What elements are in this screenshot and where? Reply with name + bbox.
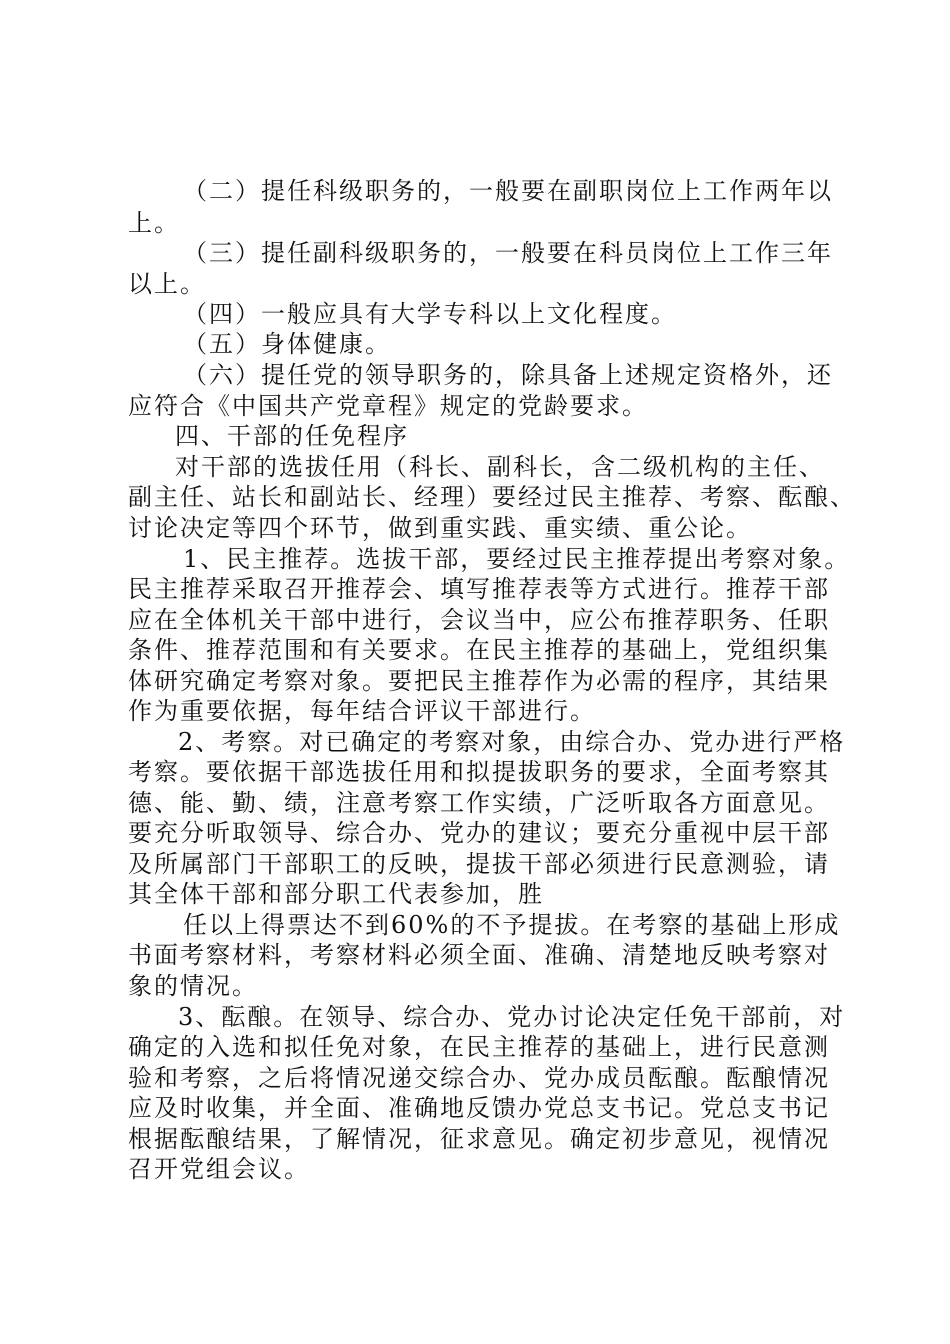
text-line: 上。 [128, 209, 180, 237]
text-line: 应及时收集，并全面、准确地反馈办党总支书记。党总支书记 [128, 1094, 830, 1122]
text-line: 象的情况。 [128, 972, 258, 1000]
text-line: 德、能、勤、绩，注意考察工作实绩，广泛听取各方面意见。 [128, 789, 830, 817]
text-line: 对干部的选拔任用（科长、副科长，含二级机构的主任、 [175, 453, 825, 481]
text-line: 2、考察。对已确定的考察对象，由综合办、党办进行严格 [178, 728, 846, 756]
text-line: 考察。要依据干部选拔任用和拟提拔职务的要求，全面考察其 [128, 758, 830, 786]
text-line: 讨论决定等四个环节，做到重实践、重实绩、重公论。 [128, 514, 752, 542]
text-line: 书面考察材料，考察材料必须全面、准确、清楚地反映考察对 [128, 941, 830, 969]
text-line: 其全体干部和部分职工代表参加，胜 [128, 880, 544, 908]
text-line: 应在全体机关干部中进行，会议当中，应公布推荐职务、任职 [128, 606, 830, 634]
text-line: 根据酝酿结果，了解情况，征求意见。确定初步意见，视情况 [128, 1125, 830, 1153]
text-line: （五）身体健康。 [183, 330, 391, 358]
text-line: 及所属部门干部职工的反映，提拔干部必须进行民意测验，请 [128, 850, 830, 878]
text-line: 3、酝酿。在领导、综合办、党办讨论决定任免干部前，对 [178, 1003, 846, 1031]
text-line: 任以上得票达不到60%的不予提拔。在考察的基础上形成 [183, 911, 841, 939]
text-line: （二）提任科级职务的，一般要在副职岗位上工作两年以 [183, 177, 833, 205]
text-line: 召开党组会议。 [128, 1155, 310, 1183]
text-line: 应符合《中国共产党章程》规定的党龄要求。 [128, 392, 648, 420]
text-line: 确定的入选和拟任免对象，在民主推荐的基础上，进行民意测 [128, 1033, 830, 1061]
text-line: 以上。 [128, 270, 206, 298]
text-line: 要充分听取领导、综合办、党办的建议；要充分重视中层干部 [128, 819, 830, 847]
text-line: 1、民主推荐。选拔干部，要经过民主推荐提出考察对象。 [183, 545, 851, 573]
text-line: （六）提任党的领导职务的，除具备上述规定资格外，还 [183, 361, 833, 389]
text-line: （四）一般应具有大学专科以上文化程度。 [183, 300, 677, 328]
text-line: 作为重要依据，每年结合评议干部进行。 [128, 697, 596, 725]
text-line: 民主推荐采取召开推荐会、填写推荐表等方式进行。推荐干部 [128, 575, 830, 603]
text-line: 验和考察，之后将情况递交综合办、党办成员酝酿。酝酿情况 [128, 1064, 830, 1092]
text-line: 条件、推荐范围和有关要求。在民主推荐的基础上，党组织集 [128, 636, 830, 664]
text-line: （三）提任副科级职务的，一般要在科员岗位上工作三年 [183, 239, 833, 267]
text-line: 副主任、站长和副站长、经理）要经过民主推荐、考察、酝酿、 [128, 483, 856, 511]
section-heading: 四、干部的任免程序 [175, 422, 409, 450]
text-line: 体研究确定考察对象。要把民主推荐作为必需的程序，其结果 [128, 667, 830, 695]
